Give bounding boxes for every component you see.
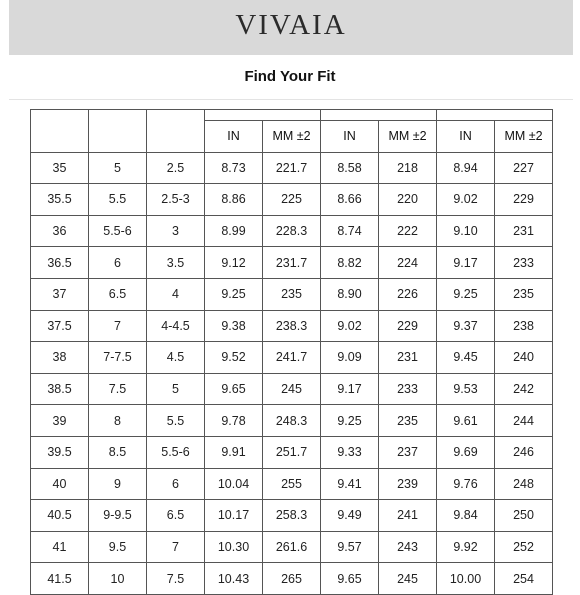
table-cell: 255: [263, 468, 321, 500]
table-cell: 7.5: [147, 563, 205, 595]
table-cell: 9: [89, 468, 147, 500]
table-cell: 2.5-3: [147, 184, 205, 216]
table-cell: 9.69: [437, 436, 495, 468]
table-cell: 9.84: [437, 500, 495, 532]
table-cell: 10.30: [205, 531, 263, 563]
table-cell: 261.6: [263, 531, 321, 563]
table-row: [31, 405, 553, 437]
table-row: [31, 563, 553, 595]
table-cell: 39: [31, 405, 89, 437]
table-cell: 8.90: [321, 278, 379, 310]
page-title: Find Your Fit: [244, 68, 336, 85]
table-cell: 6: [147, 468, 205, 500]
table-cell: 237: [379, 436, 437, 468]
table-cell: 238.3: [263, 310, 321, 342]
table-cell: 242: [495, 373, 553, 405]
table-cell: 9.02: [321, 310, 379, 342]
table-cell: 9.09: [321, 342, 379, 374]
table-cell: 5.5: [89, 184, 147, 216]
table-cell: 9.02: [437, 184, 495, 216]
table-row: [31, 215, 553, 247]
table-cell: 39.5: [31, 436, 89, 468]
table-cell: 38.5: [31, 373, 89, 405]
table-row: [31, 342, 553, 374]
table-cell: 5: [147, 373, 205, 405]
table-row: [31, 436, 553, 468]
table-cell: 10.00: [437, 563, 495, 595]
table-cell: 41.5: [31, 563, 89, 595]
table-cell: 10.17: [205, 500, 263, 532]
table-cell: 9.38: [205, 310, 263, 342]
table-cell: 35.5: [31, 184, 89, 216]
table-cell: 233: [379, 373, 437, 405]
table-cell: 8.99: [205, 215, 263, 247]
table-cell: 231: [495, 215, 553, 247]
table-cell: 9.53: [437, 373, 495, 405]
table-row: [31, 184, 553, 216]
table-cell: 9.61: [437, 405, 495, 437]
table-cell: 238: [495, 310, 553, 342]
table-cell: 248: [495, 468, 553, 500]
table-cell: 9.52: [205, 342, 263, 374]
table-cell: 9.57: [321, 531, 379, 563]
table-cell: 245: [379, 563, 437, 595]
table-cell: 258.3: [263, 500, 321, 532]
unit-header-cell: IN: [205, 121, 263, 153]
table-cell: 8.73: [205, 152, 263, 184]
table-cell: 10.04: [205, 468, 263, 500]
table-cell: 241.7: [263, 342, 321, 374]
table-cell: 7: [89, 310, 147, 342]
table-cell: 3.5: [147, 247, 205, 279]
table-cell: 9.25: [205, 278, 263, 310]
table-cell: 5.5: [147, 405, 205, 437]
table-cell: 9-9.5: [89, 500, 147, 532]
table-row: [31, 531, 553, 563]
divider: [9, 99, 573, 100]
table-cell: 9.17: [437, 247, 495, 279]
table-row: [31, 152, 553, 184]
unit-header-cell: MM ±2: [263, 121, 321, 153]
table-cell: 9.45: [437, 342, 495, 374]
table-cell: 36.5: [31, 247, 89, 279]
table-cell: 265: [263, 563, 321, 595]
table-cell: 8.94: [437, 152, 495, 184]
table-cell: 5: [89, 152, 147, 184]
table-cell: 2.5: [147, 152, 205, 184]
table-cell: 3: [147, 215, 205, 247]
table-cell: 36: [31, 215, 89, 247]
table-cell: 251.7: [263, 436, 321, 468]
table-cell: 227: [495, 152, 553, 184]
table-cell: 9.65: [321, 563, 379, 595]
table-cell: 7.5: [89, 373, 147, 405]
table-cell: 220: [379, 184, 437, 216]
table-cell: 226: [379, 278, 437, 310]
table-cell: 233: [495, 247, 553, 279]
table-cell: 6.5: [89, 278, 147, 310]
table-cell: 9.37: [437, 310, 495, 342]
unit-header-cell: IN: [321, 121, 379, 153]
table-cell: 252: [495, 531, 553, 563]
table-cell: 5.5-6: [147, 436, 205, 468]
table-cell: 254: [495, 563, 553, 595]
table-cell: 5.5-6: [89, 215, 147, 247]
table-cell: 4-4.5: [147, 310, 205, 342]
table-cell: 8.74: [321, 215, 379, 247]
table-cell: 245: [263, 373, 321, 405]
group-header-row: [31, 110, 553, 121]
table-cell: 228.3: [263, 215, 321, 247]
table-cell: 7-7.5: [89, 342, 147, 374]
table-cell: 9.33: [321, 436, 379, 468]
size-rows: [31, 152, 553, 594]
table-cell: 35: [31, 152, 89, 184]
header-cell: [89, 110, 147, 153]
table-cell: 6: [89, 247, 147, 279]
size-chart-table: [30, 109, 553, 595]
table-cell: 229: [495, 184, 553, 216]
table-cell: 41: [31, 531, 89, 563]
table-cell: 235: [263, 278, 321, 310]
table-cell: 222: [379, 215, 437, 247]
header-cell: [147, 110, 205, 153]
table-cell: 38: [31, 342, 89, 374]
table-cell: 9.92: [437, 531, 495, 563]
table-cell: 8.86: [205, 184, 263, 216]
table-cell: 231.7: [263, 247, 321, 279]
table-cell: 9.10: [437, 215, 495, 247]
table-cell: 4.5: [147, 342, 205, 374]
table-cell: 8.82: [321, 247, 379, 279]
table-cell: 37.5: [31, 310, 89, 342]
table-row: [31, 278, 553, 310]
brand-header: [9, 0, 573, 55]
table-cell: 9.76: [437, 468, 495, 500]
table-cell: 9.78: [205, 405, 263, 437]
table-cell: 10: [89, 563, 147, 595]
table-cell: 9.91: [205, 436, 263, 468]
table-cell: 9.41: [321, 468, 379, 500]
table-cell: 224: [379, 247, 437, 279]
unit-header-cell: MM ±2: [495, 121, 553, 153]
table-cell: 221.7: [263, 152, 321, 184]
table-cell: 40: [31, 468, 89, 500]
table-cell: 241: [379, 500, 437, 532]
header-cell: [31, 110, 89, 153]
table-cell: 40.5: [31, 500, 89, 532]
table-cell: 229: [379, 310, 437, 342]
unit-header-cell: MM ±2: [379, 121, 437, 153]
table-cell: 231: [379, 342, 437, 374]
table-cell: 9.25: [321, 405, 379, 437]
table-cell: 6.5: [147, 500, 205, 532]
table-cell: 4: [147, 278, 205, 310]
table-cell: 9.12: [205, 247, 263, 279]
table-cell: 8.5: [89, 436, 147, 468]
table-cell: 9.17: [321, 373, 379, 405]
table-cell: 37: [31, 278, 89, 310]
table-cell: 9.25: [437, 278, 495, 310]
table-cell: 9.49: [321, 500, 379, 532]
table-cell: 243: [379, 531, 437, 563]
table-cell: 240: [495, 342, 553, 374]
table-cell: 7: [147, 531, 205, 563]
group-header-cell: [321, 110, 437, 121]
table-cell: 239: [379, 468, 437, 500]
table-cell: 225: [263, 184, 321, 216]
table-row: [31, 247, 553, 279]
table-cell: 218: [379, 152, 437, 184]
table-cell: 244: [495, 405, 553, 437]
table-cell: 235: [379, 405, 437, 437]
table-cell: 10.43: [205, 563, 263, 595]
group-header-cell: [437, 110, 553, 121]
table-cell: 9.5: [89, 531, 147, 563]
table-row: [31, 373, 553, 405]
group-header-cell: [205, 110, 321, 121]
table-cell: 235: [495, 278, 553, 310]
table-cell: 8.58: [321, 152, 379, 184]
table-cell: 246: [495, 436, 553, 468]
table-row: [31, 500, 553, 532]
table-cell: 8.66: [321, 184, 379, 216]
table-cell: 248.3: [263, 405, 321, 437]
unit-header-cell: IN: [437, 121, 495, 153]
brand-logo[interactable]: VIVAIA: [235, 9, 347, 41]
table-row: [31, 310, 553, 342]
table-cell: 8: [89, 405, 147, 437]
table-cell: 250: [495, 500, 553, 532]
table-row: [31, 468, 553, 500]
table-cell: 9.65: [205, 373, 263, 405]
